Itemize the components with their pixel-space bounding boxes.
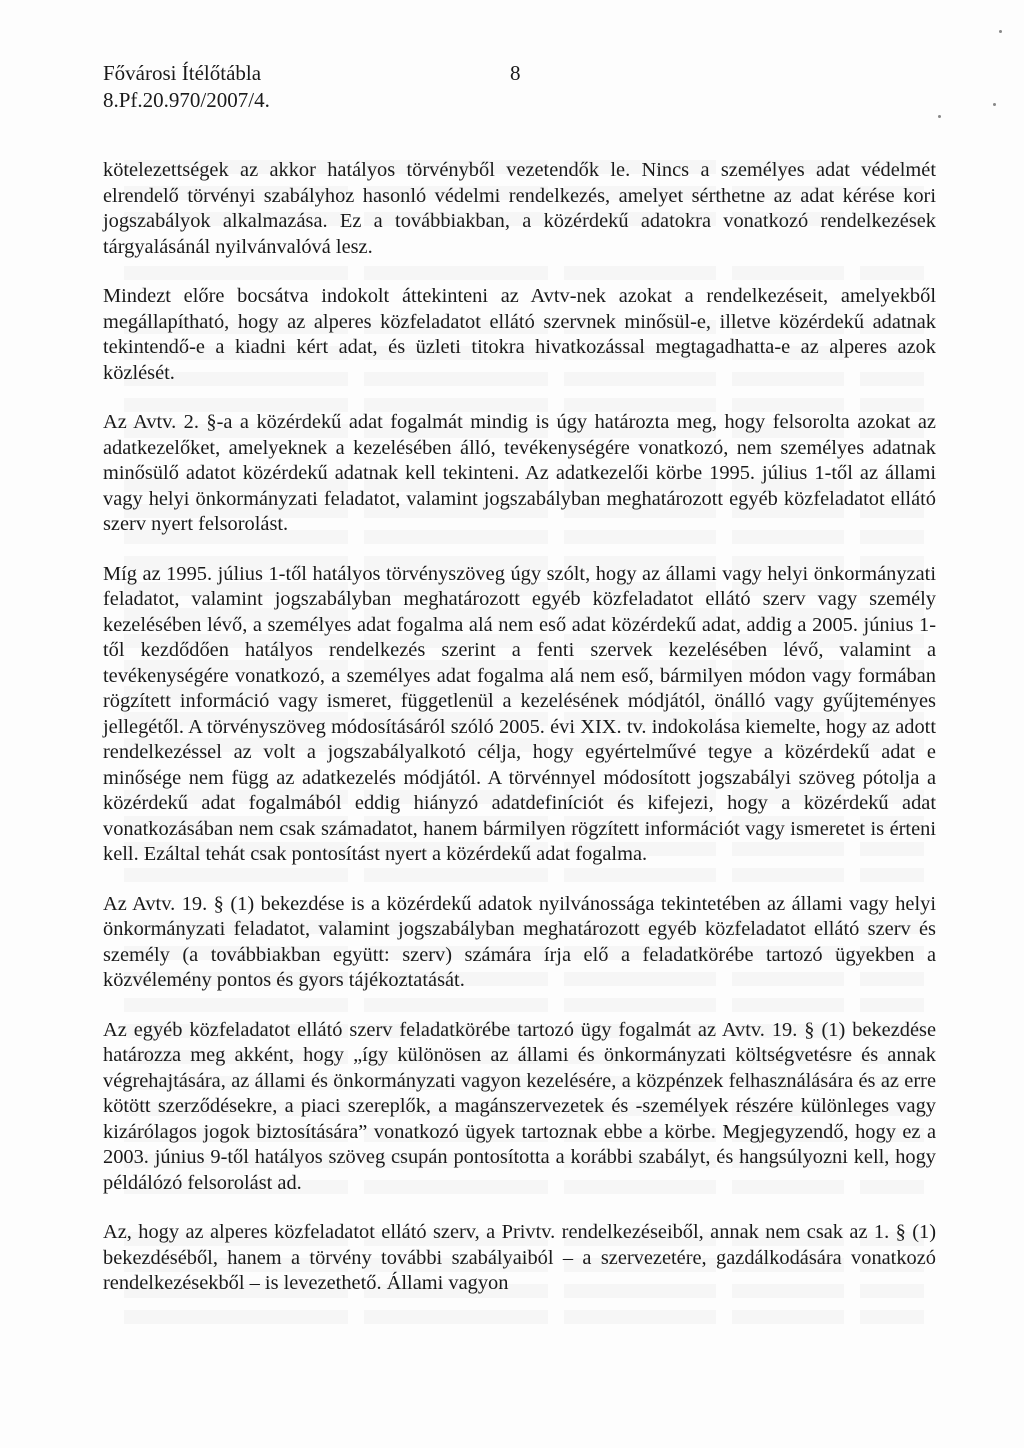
paragraph: Az egyéb közfeladatot ellátó szerv feladatkörébe tartozó ügy fogalmát az Avtv. 19. § (1) bekezdése határozza meg akként, hogy „így különösen az állami és önkormányzati költségvetésre és annak végrehajtására, az állami és önkormányzati vagyon kezelésére, a közpénzek felhasználására és az erre kötött szerződésekre, a piaci szereplők, a magánszervezetek és -személyek részére különleges vagy kizárólagos jogok biztosítására” vonatkozó ügyek tartoznak ebbe a körbe. Megjegyzendő, hogy ez a 2003. június 9-től hatályos szöveg csupán pontosította a korábbi szabályt, és hangsúlyozni kell, hogy példálózó felsorolást ad.	[103, 1018, 936, 1194]
scan-speck	[999, 30, 1002, 33]
paragraph: Az Avtv. 19. § (1) bekezdése is a közérdekű adatok nyilvánossága tekintetében az állami vagy helyi önkormányzati feladatot, valamint jogszabályban meghatározott egyéb közfeladatot ellátó szerv és személy (a továbbiakban együtt: szerv) számára írja elő a feladatkörébe tartozó ügyekben a közvélemény pontos és gyors tájékoztatását.	[103, 892, 936, 991]
page-number: 8	[510, 61, 521, 85]
document-body	[103, 158, 936, 1321]
scan-speck	[938, 115, 941, 118]
case-number: 8.Pf.20.970/2007/4.	[103, 88, 270, 112]
document-header	[103, 60, 270, 114]
court-name: Fővárosi Ítélőtábla	[103, 61, 262, 85]
paragraph: Mindezt előre bocsátva indokolt áttekinteni az Avtv-nek azokat a rendelkezéseit, amelyekből megállapítható, hogy az alperes közfeladatot ellátó szervnek minősül-e, illetve közérdekű adatnak tekintendő-e a kiadni kért adat, és üzleti titokra hivatkozással megtagadhatta-e az alperes azok közlését.	[103, 285, 936, 384]
paragraph: Az, hogy az alperes közfeladatot ellátó szerv, a Privtv. rendelkezéseiből, annak nem csak az 1. § (1) bekezdéséből, hanem a törvény további szabályaiból – a szervezetére, gazdálkodására vonatkozó rendelkezésekből – is levezethető. Állami vagyon	[103, 1221, 936, 1294]
paragraph: Míg az 1995. július 1-től hatályos törvényszöveg úgy szólt, hogy az állami vagy helyi önkormányzati feladatot, valamint jogszabályban meghatározott egyéb közfeladatot ellátó szerv vagy személy kezelésében lévő, a személyes adat fogalma alá nem eső adat közérdekű adat, addig a 2005. június 1-től kezdődően hatályos rendelkezés szerint a fenti szervek kezelésében lévő, valamint a tevékenységére vonatkozó, a személyes adat fogalma alá nem eső, bármilyen módon vagy formában rögzített információ vagy ismeret, függetlenül a kezelésének módjától, önálló vagy gyűjteményes jellegétől. A törvényszöveg módosításáról szóló 2005. évi XIX. tv. indokolása kiemelte, hogy az adott rendelkezéssel az volt a jogszabályalkotó célja, hogy egyértelművé tegye a közérdekű adat e minősége nem függ az adatkezelés módjától. A törvénnyel módosított jogszabályi szöveg pótolja a közérdekű adat fogalmából eddig hiányzó adatdefiníciót és kifejezi, hogy a közérdekű adat vonatkozásában nem csak számadatot, hanem bármilyen rögzített információt vagy ismeretet is érteni kell. Ezáltal tehát csak pontosítást nyert a közérdekű adat fogalma.	[103, 562, 936, 865]
paragraph: kötelezettségek az akkor hatályos törvényből vezetendők le. Nincs a személyes adat védelmét elrendelő törvényi szabályhoz hasonló védelmi rendelkezés, amelyet sérthetne az adat kérése kori jogszabályok alkalmazása. Ez a továbbiakban, a közérdekű adatokra vonatkozó rendelkezések tárgyalásánál nyilvánvalóvá lesz.	[103, 159, 936, 258]
scan-speck	[993, 103, 996, 106]
paragraph: Az Avtv. 2. §-a a közérdekű adat fogalmát mindig is úgy határozta meg, hogy felsorolta azokat az adatkezelőket, amelyeknek a kezelésében álló, tevékenységére vonatkozó, nem személyes adatnak minősülő adatot közérdekű adatnak kell tekinteni. Az adatkezelői körbe 1995. július 1-től az állami vagy helyi önkormányzati feladatot, valamint jogszabályban meghatározott egyéb közfeladatot ellátó szerv nyert felsorolást.	[103, 411, 936, 535]
